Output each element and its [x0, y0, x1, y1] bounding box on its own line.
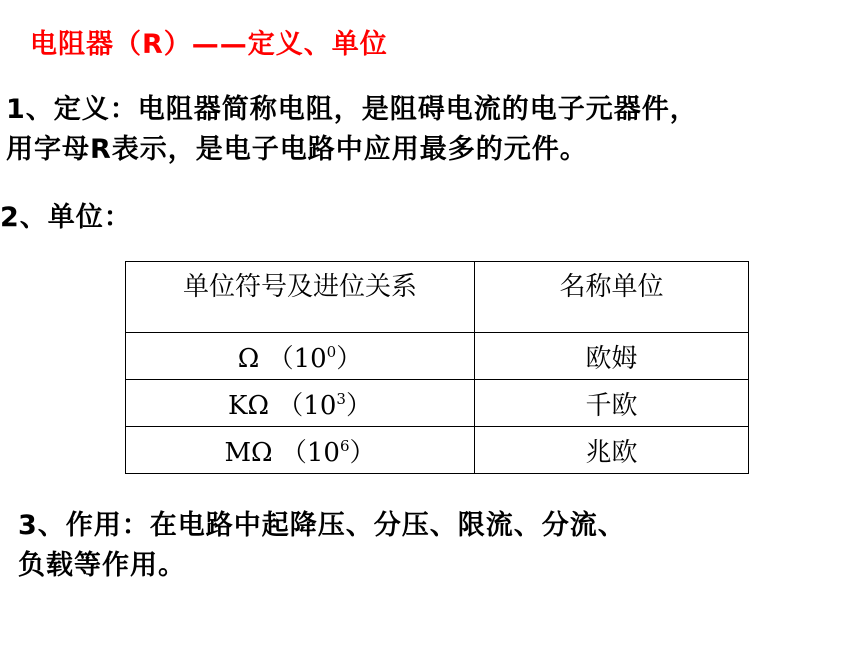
function-paragraph	[18, 506, 626, 586]
unit-name-cell: 欧姆	[475, 333, 749, 380]
power-exponent: 0	[326, 342, 337, 361]
power-exponent: 6	[339, 436, 350, 455]
function-line-1: 3、作用：在电路中起降压、分压、限流、分流、	[18, 510, 626, 541]
paren-close: ）	[345, 390, 372, 421]
power-base: （10	[280, 437, 340, 468]
power-base: （10	[267, 343, 327, 374]
paren-close: ）	[336, 343, 363, 374]
definition-line-1: 1、定义：电阻器简称电阻，是阻碍电流的电子元器件，	[6, 94, 698, 125]
unit-symbol-cell	[126, 333, 475, 380]
unit-symbol: MΩ	[224, 437, 273, 468]
header-symbol-relation: 单位符号及进位关系	[126, 262, 475, 333]
function-line-2: 负载等作用。	[18, 550, 186, 581]
slide-title: 电阻器（R）——定义、单位	[30, 29, 388, 60]
table-header-row	[126, 262, 749, 333]
table-row	[126, 427, 749, 474]
power-base: （10	[277, 390, 337, 421]
definition-line-2: 用字母R表示，是电子电路中应用最多的元件。	[6, 134, 588, 165]
unit-symbol-cell	[126, 380, 475, 427]
definition-paragraph	[6, 90, 698, 170]
units-table	[125, 261, 749, 474]
unit-heading: 2、单位：	[0, 202, 132, 233]
table-row	[126, 380, 749, 427]
table-row	[126, 333, 749, 380]
header-unit-name: 名称单位	[475, 262, 749, 333]
paren-close: ）	[349, 437, 376, 468]
unit-name-cell: 兆欧	[475, 427, 749, 474]
unit-name-cell: 千欧	[475, 380, 749, 427]
unit-symbol-cell	[126, 427, 475, 474]
power-exponent: 3	[336, 389, 346, 408]
unit-symbol: KΩ	[228, 390, 270, 421]
unit-symbol: Ω	[237, 343, 260, 374]
